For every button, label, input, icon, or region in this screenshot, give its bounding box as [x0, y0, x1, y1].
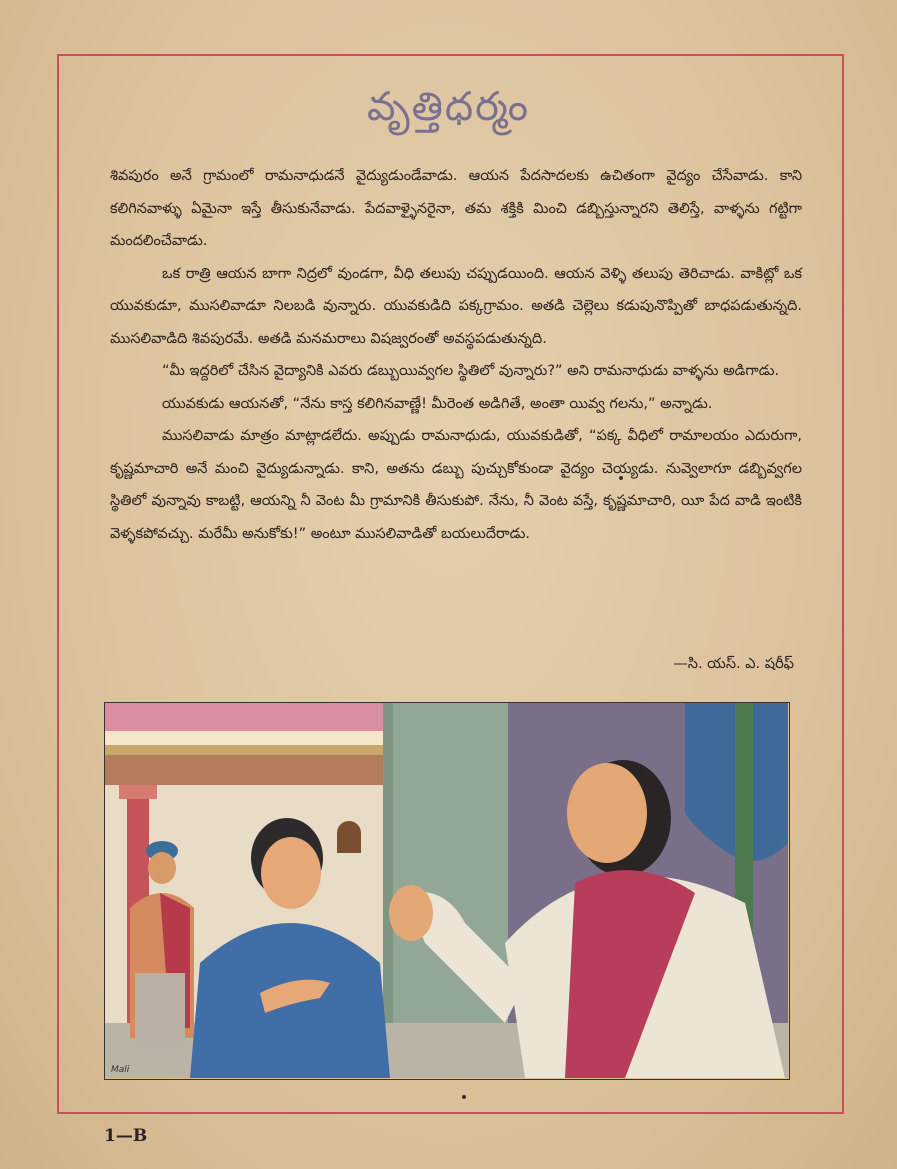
- paragraph-4: యువకుడు ఆయనతో, “నేను కాస్త కలిగినవాణ్ణే! మీరెంత అడిగితే, అంతా యివ్వ గలను,” అన్నాడు.: [162, 395, 713, 412]
- paragraph-3: “మీ ఇద్దరిలో చేసిన వైద్యానికి ఎవరు డబ్బుయివ్వగల స్థితిలో వున్నారు?” అని రామనాధుడు వాళ్ళను అడిగాడు.: [162, 363, 780, 379]
- print-dot: [462, 1095, 466, 1099]
- story-body: [110, 160, 802, 550]
- artist-signature: Mali: [111, 1065, 130, 1075]
- author-credit: —సి. యస్. ఎ. షరీఫ్: [673, 656, 794, 672]
- illustration-scene: [105, 703, 788, 1078]
- story-title: వృత్తిధర్మం: [366, 84, 531, 130]
- story-illustration: [104, 702, 790, 1080]
- paragraph-1: శివపురం అనే గ్రామంలో రామనాధుడనే వైద్యుడుండేవాడు. ఆయన పేదసాదలకు ఉచితంగా వైద్యం చేసేవాడు. కాని కలిగినవాళ్ళు ఏమైనా ఇస్తే తీసుకునేవాడు. పేదవాళ్ళైనరైనా, తమ శక్తికి మించి డబ్బిస్తున్నారని తెలిస్తే, వాళ్ళను గట్టిగా మందలించేవాడు.: [110, 168, 802, 249]
- paragraph-2: ఒక రాత్రి ఆయన బాగా నిద్రలో వుండగా, వీధి తలుపు చప్పుడయింది. ఆయన వెళ్ళి తలుపు తెరిచాడు. వాకిట్లో ఒక యువకుడూ, ముసలివాడూ నిలబడి వున్నారు. యువకుడిది పక్కగ్రామం. అతడి చెల్లెలు కడుపునొప్పితో బాధపడుతున్నది. ముసలివాడిది శివపురమే. అతడి మనమరాలు విషజ్వరంతో అవస్థపడుతున్నది.: [110, 265, 802, 347]
- paragraph-5: ముసలివాడు మాత్రం మాట్లాడలేదు. అప్పుడు రామనాధుడు, యువకుడితో, “పక్క వీధిలో రామాలయం ఎదురుగా, కృష్ణమాచారి అనే మంచి వైద్యుడున్నాడు. కాని, అతను డబ్బు పుచ్చుకోకుండా వైద్యం చెయ్యడు. నువ్వెలాగూ డబ్బివ్వగల స్థితిలో వున్నావు కాబట్టి, ఆయన్ని నీ వెంట మీ గ్రామానికి తీసుకుపో. నేను, నీ వెంట వస్తే, కృష్ణమాచారి, యీ పేద వాడి ఇంటికి వెళ్ళకపోవచ్చు. మరేమీ అనుకోకు!” అంటూ ముసలివాడితో బయలుదేరాడు.: [110, 428, 802, 542]
- print-dot: [619, 476, 623, 480]
- page-number: 1—B: [104, 1126, 148, 1146]
